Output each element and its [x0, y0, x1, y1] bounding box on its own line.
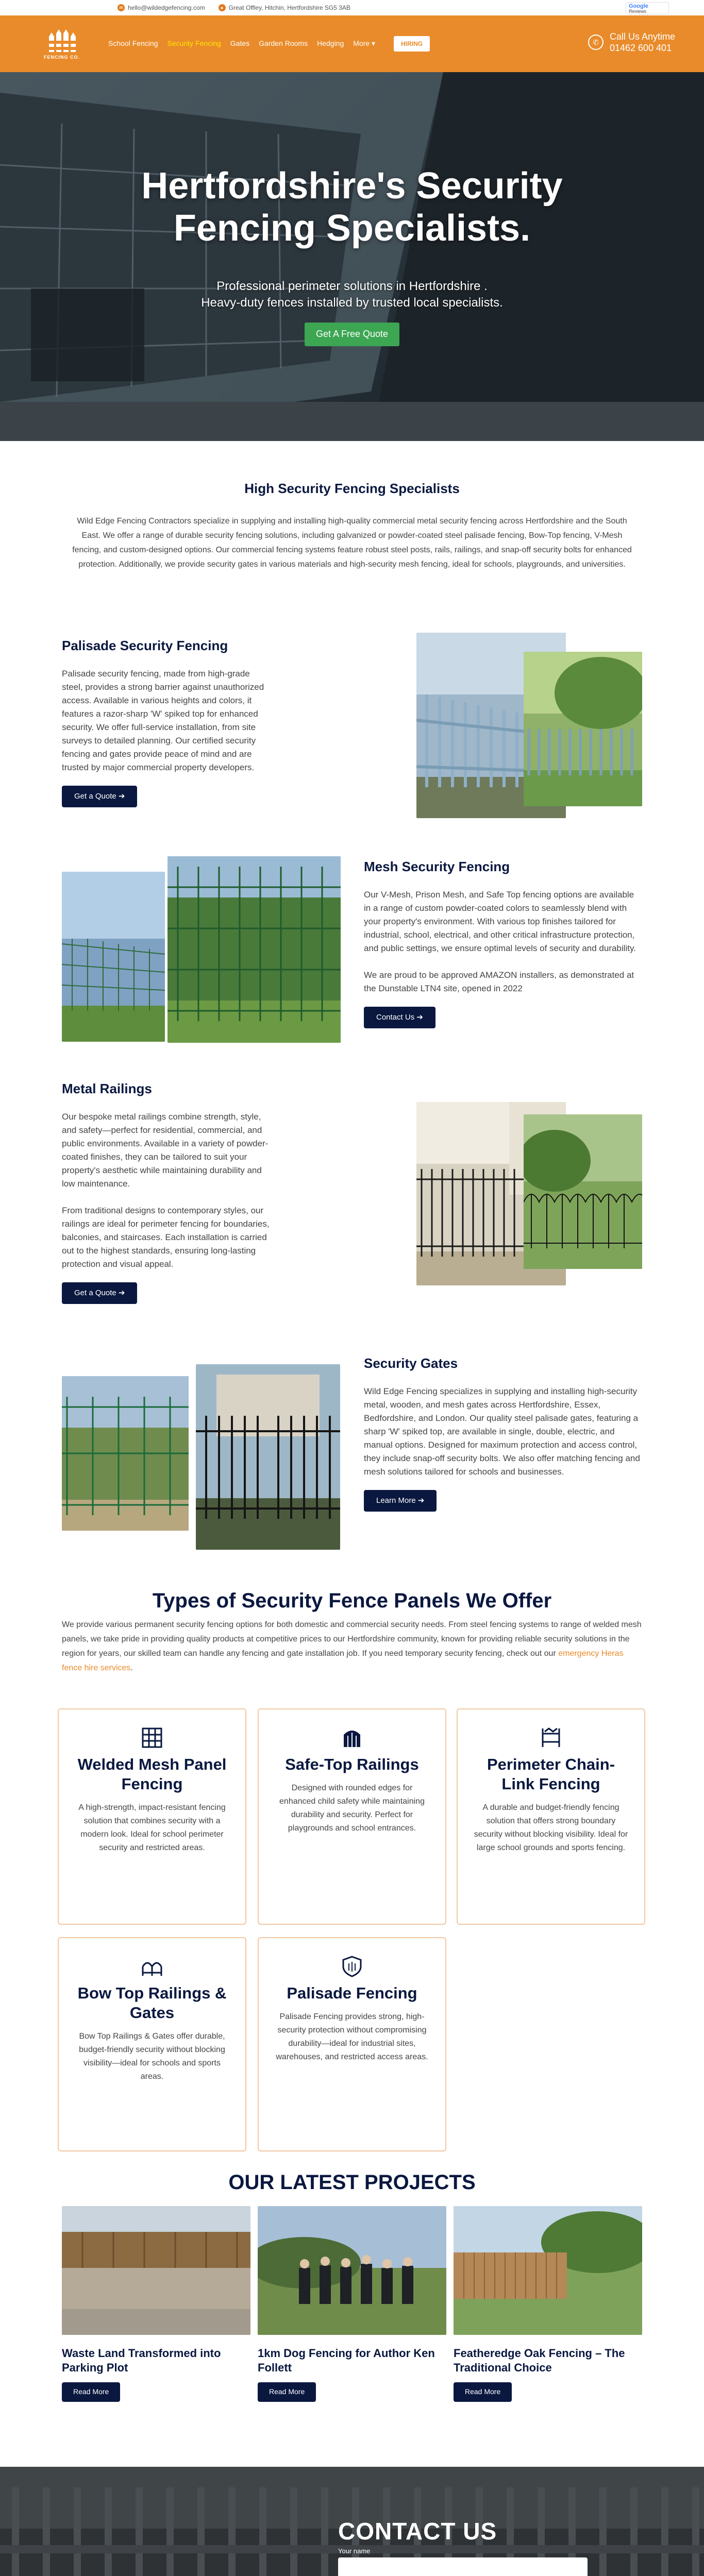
nav-hedging[interactable]: Hedging: [317, 39, 344, 48]
location-icon: ●: [219, 4, 226, 11]
phone-icon: ✆: [588, 35, 604, 50]
mesh-contact-button[interactable]: Contact Us ➔: [364, 1007, 435, 1028]
card-palisade[interactable]: Palisade Fencing Palisade Fencing provides strong, high-security protection without compromising durability—ideal for industrial sites, warehouses, and restricted access areas.: [258, 1937, 446, 2151]
projects-title: OUR LATEST PROJECTS: [228, 2171, 476, 2194]
railings-photo-2: [524, 1114, 642, 1269]
mesh-title: Mesh Security Fencing: [364, 859, 510, 874]
project-2-title: 1km Dog Fencing for Author Ken Follett: [258, 2347, 435, 2374]
name-label: Your name: [338, 2547, 371, 2555]
top-bar: [0, 0, 704, 15]
palisade-text: Palisade security fencing, made from high-grade steel, provides a strong barrier against unauthorized access. Available in various heights and colors, it features a razor-sharp 'W' spiked top for enhanced security. We offer full-service installation, from site surveys to detailed planning. Our certified security fencing and gates provide peace of mind and are trusted by major commercial property developers.: [62, 669, 264, 773]
contact-title: CONTACT US: [338, 2518, 497, 2545]
bow-top-icon: [139, 1954, 165, 1979]
project-card-2[interactable]: [258, 2206, 446, 2402]
intro-section: [0, 441, 704, 572]
mesh-panel-icon: [139, 1725, 165, 1751]
call-number: 01462 600 401: [609, 43, 672, 53]
railings-text-1: Our bespoke metal railings combine strength, style, and safety—perfect for residential, commercial, and public environments. Available in a variety of powder-coated finishes, they can be tailored to suit your property's aesthetic while maintaining durability and low maintenance.: [62, 1112, 269, 1189]
card-chain-link[interactable]: Perimeter Chain-Link Fencing A durable and budget-friendly fencing solution that offers strong boundary security without blocking visibility. Ideal for large school grounds and sports fencing.: [457, 1708, 645, 1925]
card-bow-top[interactable]: Bow Top Railings & Gates Bow Top Railings & Gates offer durable, budget-friendly security without blocking visibility—ideal for schools and sports areas.: [58, 1937, 246, 2151]
palisade-quote-button[interactable]: Get a Quote ➔: [62, 786, 137, 807]
call-label: Call Us Anytime: [609, 31, 675, 42]
main-nav: [108, 36, 430, 52]
free-quote-button[interactable]: Get A Free Quote: [305, 323, 399, 346]
logo-text: FENCING CO.: [43, 55, 80, 60]
project-1-title: Waste Land Transformed into Parking Plot: [62, 2347, 221, 2374]
railings-text-2: From traditional designs to contemporary styles, our railings are ideal for perimeter fencing for boundaries, balconies, and staircases. Each installation is carried out to the highest standards, ensuring long-lasting protection and visual appeal.: [62, 1206, 270, 1269]
contact-form: [338, 2518, 588, 2576]
gates-photo-1: [62, 1376, 189, 1531]
palisade-title: Palisade Security Fencing: [62, 638, 228, 653]
project-1-image: [62, 2206, 250, 2335]
railings-quote-button[interactable]: Get a Quote ➔: [62, 1282, 137, 1303]
heras-hire-link[interactable]: emergency Heras fence hire services: [62, 1649, 624, 1672]
contact-section: [0, 2467, 704, 2576]
project-3-image: [454, 2206, 642, 2335]
mesh-photo-1: [62, 872, 165, 1042]
project-card-1[interactable]: [62, 2206, 250, 2402]
gates-photo-2: [196, 1364, 340, 1550]
types-title: Types of Security Fence Panels We Offer: [152, 1589, 552, 1612]
logo-fence-icon: [47, 26, 77, 53]
site-logo[interactable]: [31, 23, 93, 65]
safe-top-icon: [339, 1725, 365, 1751]
nav-garden-rooms[interactable]: Garden Rooms: [259, 39, 308, 48]
railings-title: Metal Railings: [62, 1081, 152, 1096]
hero-title: Hertfordshire's Security Fencing Specialists.: [141, 165, 563, 249]
top-address: ● Great Offley, Hitchin, Hertfordshire SG5 3AB: [219, 3, 350, 13]
project-2-image: [258, 2206, 446, 2335]
intro-title: High Security Fencing Specialists: [244, 481, 460, 496]
hero: [0, 72, 704, 441]
nav-more[interactable]: More ▾: [353, 39, 376, 48]
top-email[interactable]: ✉ hello@wildedgefencing.com: [118, 3, 205, 13]
project-1-read-more[interactable]: Read More: [62, 2382, 120, 2402]
main-header: [0, 15, 704, 72]
call-box[interactable]: [588, 31, 675, 54]
hiring-button[interactable]: HIRING: [394, 36, 430, 52]
card-safe-top[interactable]: Safe-Top Railings Designed with rounded edges for enhanced child safety while maintaining durability and security. Perfect for playgrounds and school entrances.: [258, 1708, 446, 1925]
chain-link-icon: [538, 1725, 564, 1751]
nav-school-fencing[interactable]: School Fencing: [108, 39, 158, 48]
mail-icon: ✉: [118, 4, 125, 11]
project-2-read-more[interactable]: Read More: [258, 2382, 316, 2402]
mesh-text-1: Our V-Mesh, Prison Mesh, and Safe Top fencing options are available in a range of custom powder-coated colors to seamlessly blend with your property's environment. With various top finishes tailored for industrial, school, electrical, and other critical infrastructure protection, and public settings, we ensure optimal levels of security and durability.: [364, 890, 636, 954]
mesh-photo-2: [167, 856, 341, 1043]
palisade-photo-2: [524, 652, 642, 806]
project-3-read-more[interactable]: Read More: [454, 2382, 512, 2402]
project-3-title: Featheredge Oak Fencing – The Traditional Choice: [454, 2347, 625, 2374]
nav-gates[interactable]: Gates: [230, 39, 250, 48]
gates-text: Wild Edge Fencing specializes in supplying and installing high-security metal, wooden, and mesh gates across Hertfordshire, Essex, Bedfordshire, and London. Our quality steel palisade gates, featuring a sharp 'W' spiked top, are available in single, double, electric, and manual options. Designed for maximum protection and access control, they include snap-off security bolts. We also offer matching fencing and mesh solutions tailored for schools and businesses.: [364, 1386, 640, 1477]
gates-title: Security Gates: [364, 1355, 458, 1371]
card-welded-mesh[interactable]: Welded Mesh Panel Fencing A high-strength, impact-resistant fencing solution that combines security with a modern look. Ideal for school perimeter security and restricted areas.: [58, 1708, 246, 1925]
intro-text: Wild Edge Fencing Contractors specialize in supplying and installing high-quality commercial metal security fencing across Hertfordshire and the South East. We offer a range of durable security fencing solutions, including galvanized or powder-coated steel palisade fencing, Bow-Top fencing, V-Mesh fencing, and custom-designed options. Our commercial fencing systems feature robust steel posts, rails, railings, and snap-off security bolts for enhanced protection. Additionally, we provide security gates in various materials and high-security mesh fencing, ideal for schools, playgrounds, and universities.: [72, 517, 632, 569]
hero-subtitle: Professional perimeter solutions in Hertfordshire . Heavy-duty fences installed by trusted local specialists.: [201, 279, 503, 310]
gates-learn-more-button[interactable]: Learn More ➔: [364, 1490, 437, 1511]
project-card-3[interactable]: [454, 2206, 642, 2402]
nav-security-fencing[interactable]: Security Fencing: [167, 39, 221, 48]
name-input[interactable]: [338, 2557, 588, 2576]
types-intro: We provide various permanent security fencing options for both domestic and commercial security needs. From steel fencing systems to range of welded mesh panels, we take pride in providing quality products at competitive prices to our Hertfordshire community, known for providing reliable security solutions in the region for years, our skilled team can handle any fencing and gate installation job. If you need temporary security fencing, check out our emergency Heras fence hire services.: [62, 1620, 642, 1672]
google-reviews-badge[interactable]: Google Reviews: [626, 2, 669, 14]
shield-icon: [339, 1954, 365, 1979]
mesh-text-2: We are proud to be approved AMAZON installers, as demonstrated at the Dunstable LTN4 site, opened in 2022: [364, 970, 634, 994]
